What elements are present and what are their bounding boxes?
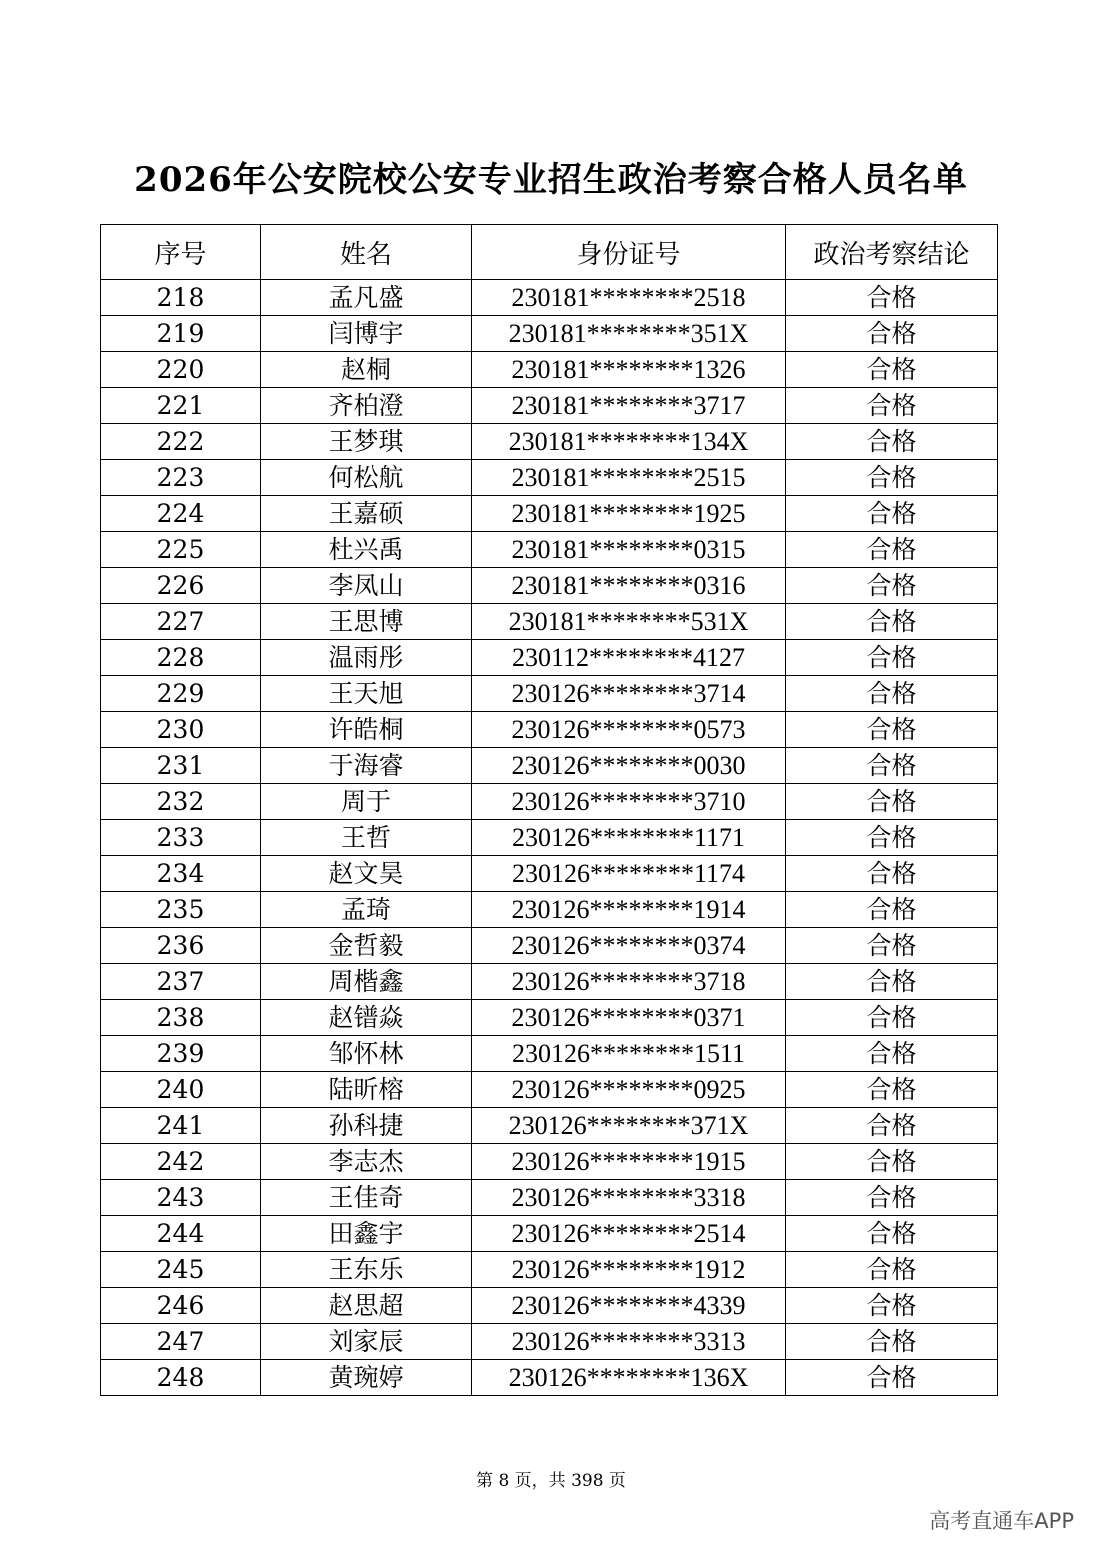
column-header-id-number: 身份证号 xyxy=(472,225,786,280)
row-id-number-cell: 230126********1171 xyxy=(472,820,786,856)
row-id-number-cell: 230181********1925 xyxy=(472,496,786,532)
row-number-cell: 237 xyxy=(101,964,261,1000)
row-number-cell: 238 xyxy=(101,1000,261,1036)
table-body xyxy=(101,280,998,1396)
row-conclusion-cell: 合格 xyxy=(786,1324,998,1360)
row-conclusion-cell: 合格 xyxy=(786,820,998,856)
row-number-cell: 229 xyxy=(101,676,261,712)
row-conclusion-cell: 合格 xyxy=(786,1252,998,1288)
column-header-name: 姓名 xyxy=(261,225,472,280)
row-id-number-cell: 230126********2514 xyxy=(472,1216,786,1252)
table-row xyxy=(101,784,998,820)
row-number-cell: 221 xyxy=(101,388,261,424)
row-id-number-cell: 230126********1915 xyxy=(472,1144,786,1180)
header-row xyxy=(101,225,998,280)
row-id-number-cell: 230126********371X xyxy=(472,1108,786,1144)
row-name-cell: 孟琦 xyxy=(261,892,472,928)
row-number-cell: 240 xyxy=(101,1072,261,1108)
row-name-cell: 闫博宇 xyxy=(261,316,472,352)
row-id-number-cell: 230126********4339 xyxy=(472,1288,786,1324)
row-number-cell: 248 xyxy=(101,1360,261,1396)
row-number-cell: 228 xyxy=(101,640,261,676)
row-number-cell: 242 xyxy=(101,1144,261,1180)
row-conclusion-cell: 合格 xyxy=(786,388,998,424)
table-row xyxy=(101,280,998,316)
table-row xyxy=(101,496,998,532)
row-number-cell: 246 xyxy=(101,1288,261,1324)
row-name-cell: 齐柏澄 xyxy=(261,388,472,424)
roster-table xyxy=(100,224,998,1396)
table-row xyxy=(101,1108,998,1144)
row-id-number-cell: 230181********351X xyxy=(472,316,786,352)
row-number-cell: 225 xyxy=(101,532,261,568)
row-id-number-cell: 230181********0316 xyxy=(472,568,786,604)
table-row xyxy=(101,964,998,1000)
table-row xyxy=(101,1144,998,1180)
row-name-cell: 周楷鑫 xyxy=(261,964,472,1000)
row-id-number-cell: 230112********4127 xyxy=(472,640,786,676)
row-number-cell: 219 xyxy=(101,316,261,352)
row-name-cell: 田鑫宇 xyxy=(261,1216,472,1252)
table-row xyxy=(101,1036,998,1072)
row-id-number-cell: 230181********0315 xyxy=(472,532,786,568)
table-header xyxy=(101,225,998,280)
row-conclusion-cell: 合格 xyxy=(786,676,998,712)
table-row xyxy=(101,568,998,604)
row-number-cell: 247 xyxy=(101,1324,261,1360)
row-conclusion-cell: 合格 xyxy=(786,460,998,496)
table-row xyxy=(101,1216,998,1252)
table-row xyxy=(101,1180,998,1216)
row-name-cell: 何松航 xyxy=(261,460,472,496)
page-footer: 第 8 页，共 398 页 xyxy=(476,1471,626,1491)
table-row xyxy=(101,388,998,424)
row-number-cell: 245 xyxy=(101,1252,261,1288)
row-conclusion-cell: 合格 xyxy=(786,1180,998,1216)
table-row xyxy=(101,928,998,964)
row-name-cell: 赵镨焱 xyxy=(261,1000,472,1036)
row-number-cell: 222 xyxy=(101,424,261,460)
table-row xyxy=(101,1288,998,1324)
row-name-cell: 王佳奇 xyxy=(261,1180,472,1216)
row-number-cell: 235 xyxy=(101,892,261,928)
row-id-number-cell: 230126********1511 xyxy=(472,1036,786,1072)
row-name-cell: 周于 xyxy=(261,784,472,820)
row-number-cell: 218 xyxy=(101,280,261,316)
row-id-number-cell: 230126********1914 xyxy=(472,892,786,928)
row-conclusion-cell: 合格 xyxy=(786,1108,998,1144)
row-id-number-cell: 230126********3714 xyxy=(472,676,786,712)
table-row xyxy=(101,1000,998,1036)
row-number-cell: 234 xyxy=(101,856,261,892)
row-name-cell: 刘家辰 xyxy=(261,1324,472,1360)
row-conclusion-cell: 合格 xyxy=(786,1036,998,1072)
row-name-cell: 王嘉硕 xyxy=(261,496,472,532)
row-number-cell: 227 xyxy=(101,604,261,640)
row-number-cell: 220 xyxy=(101,352,261,388)
row-id-number-cell: 230126********3718 xyxy=(472,964,786,1000)
row-conclusion-cell: 合格 xyxy=(786,964,998,1000)
row-conclusion-cell: 合格 xyxy=(786,1072,998,1108)
row-name-cell: 金哲毅 xyxy=(261,928,472,964)
row-name-cell: 王思博 xyxy=(261,604,472,640)
row-name-cell: 李志杰 xyxy=(261,1144,472,1180)
row-conclusion-cell: 合格 xyxy=(786,1144,998,1180)
row-conclusion-cell: 合格 xyxy=(786,352,998,388)
column-header-conclusion: 政治考察结论 xyxy=(786,225,998,280)
table-row xyxy=(101,1072,998,1108)
row-number-cell: 226 xyxy=(101,568,261,604)
row-id-number-cell: 230181********2518 xyxy=(472,280,786,316)
table-row xyxy=(101,640,998,676)
row-name-cell: 于海睿 xyxy=(261,748,472,784)
row-number-cell: 239 xyxy=(101,1036,261,1072)
table-row xyxy=(101,712,998,748)
row-name-cell: 黄琬婷 xyxy=(261,1360,472,1396)
row-conclusion-cell: 合格 xyxy=(786,892,998,928)
row-id-number-cell: 230181********531X xyxy=(472,604,786,640)
row-name-cell: 杜兴禹 xyxy=(261,532,472,568)
row-id-number-cell: 230126********3313 xyxy=(472,1324,786,1360)
row-name-cell: 赵文昊 xyxy=(261,856,472,892)
table-row xyxy=(101,532,998,568)
row-conclusion-cell: 合格 xyxy=(786,1288,998,1324)
row-conclusion-cell: 合格 xyxy=(786,784,998,820)
row-id-number-cell: 230126********3318 xyxy=(472,1180,786,1216)
row-id-number-cell: 230181********134X xyxy=(472,424,786,460)
row-conclusion-cell: 合格 xyxy=(786,568,998,604)
watermark-text: 高考直通车APP xyxy=(929,1509,1074,1533)
row-conclusion-cell: 合格 xyxy=(786,424,998,460)
row-name-cell: 孟凡盛 xyxy=(261,280,472,316)
column-header-number: 序号 xyxy=(101,225,261,280)
row-name-cell: 孙科捷 xyxy=(261,1108,472,1144)
row-id-number-cell: 230181********2515 xyxy=(472,460,786,496)
row-conclusion-cell: 合格 xyxy=(786,856,998,892)
row-number-cell: 224 xyxy=(101,496,261,532)
row-name-cell: 王天旭 xyxy=(261,676,472,712)
row-conclusion-cell: 合格 xyxy=(786,1360,998,1396)
table-row xyxy=(101,1252,998,1288)
row-name-cell: 邹怀林 xyxy=(261,1036,472,1072)
row-conclusion-cell: 合格 xyxy=(786,496,998,532)
row-name-cell: 赵桐 xyxy=(261,352,472,388)
row-id-number-cell: 230126********136X xyxy=(472,1360,786,1396)
row-number-cell: 223 xyxy=(101,460,261,496)
row-number-cell: 230 xyxy=(101,712,261,748)
row-number-cell: 244 xyxy=(101,1216,261,1252)
table-row xyxy=(101,676,998,712)
row-number-cell: 236 xyxy=(101,928,261,964)
row-name-cell: 王梦琪 xyxy=(261,424,472,460)
row-name-cell: 王哲 xyxy=(261,820,472,856)
row-conclusion-cell: 合格 xyxy=(786,1216,998,1252)
row-id-number-cell: 230126********0374 xyxy=(472,928,786,964)
table-row xyxy=(101,1360,998,1396)
table-row xyxy=(101,892,998,928)
row-name-cell: 赵思超 xyxy=(261,1288,472,1324)
row-id-number-cell: 230126********0925 xyxy=(472,1072,786,1108)
row-id-number-cell: 230181********3717 xyxy=(472,388,786,424)
table-row xyxy=(101,748,998,784)
table-row xyxy=(101,1324,998,1360)
table-row xyxy=(101,820,998,856)
table-row xyxy=(101,352,998,388)
table-row xyxy=(101,316,998,352)
row-id-number-cell: 230126********0573 xyxy=(472,712,786,748)
row-name-cell: 许皓桐 xyxy=(261,712,472,748)
row-name-cell: 温雨彤 xyxy=(261,640,472,676)
row-id-number-cell: 230126********0371 xyxy=(472,1000,786,1036)
row-conclusion-cell: 合格 xyxy=(786,280,998,316)
row-conclusion-cell: 合格 xyxy=(786,640,998,676)
table-row xyxy=(101,424,998,460)
document-title: 2026年公安院校公安专业招生政治考察合格人员名单 xyxy=(134,160,968,200)
row-id-number-cell: 230126********1174 xyxy=(472,856,786,892)
row-name-cell: 李凤山 xyxy=(261,568,472,604)
table-row xyxy=(101,856,998,892)
row-number-cell: 231 xyxy=(101,748,261,784)
row-number-cell: 232 xyxy=(101,784,261,820)
row-id-number-cell: 230126********0030 xyxy=(472,748,786,784)
row-conclusion-cell: 合格 xyxy=(786,712,998,748)
row-conclusion-cell: 合格 xyxy=(786,1000,998,1036)
row-conclusion-cell: 合格 xyxy=(786,532,998,568)
table-row xyxy=(101,604,998,640)
row-name-cell: 陆昕榕 xyxy=(261,1072,472,1108)
row-id-number-cell: 230181********1326 xyxy=(472,352,786,388)
row-conclusion-cell: 合格 xyxy=(786,748,998,784)
row-number-cell: 241 xyxy=(101,1108,261,1144)
row-number-cell: 233 xyxy=(101,820,261,856)
row-conclusion-cell: 合格 xyxy=(786,928,998,964)
row-conclusion-cell: 合格 xyxy=(786,604,998,640)
row-id-number-cell: 230126********3710 xyxy=(472,784,786,820)
row-id-number-cell: 230126********1912 xyxy=(472,1252,786,1288)
table-row xyxy=(101,460,998,496)
row-name-cell: 王东乐 xyxy=(261,1252,472,1288)
row-conclusion-cell: 合格 xyxy=(786,316,998,352)
row-number-cell: 243 xyxy=(101,1180,261,1216)
